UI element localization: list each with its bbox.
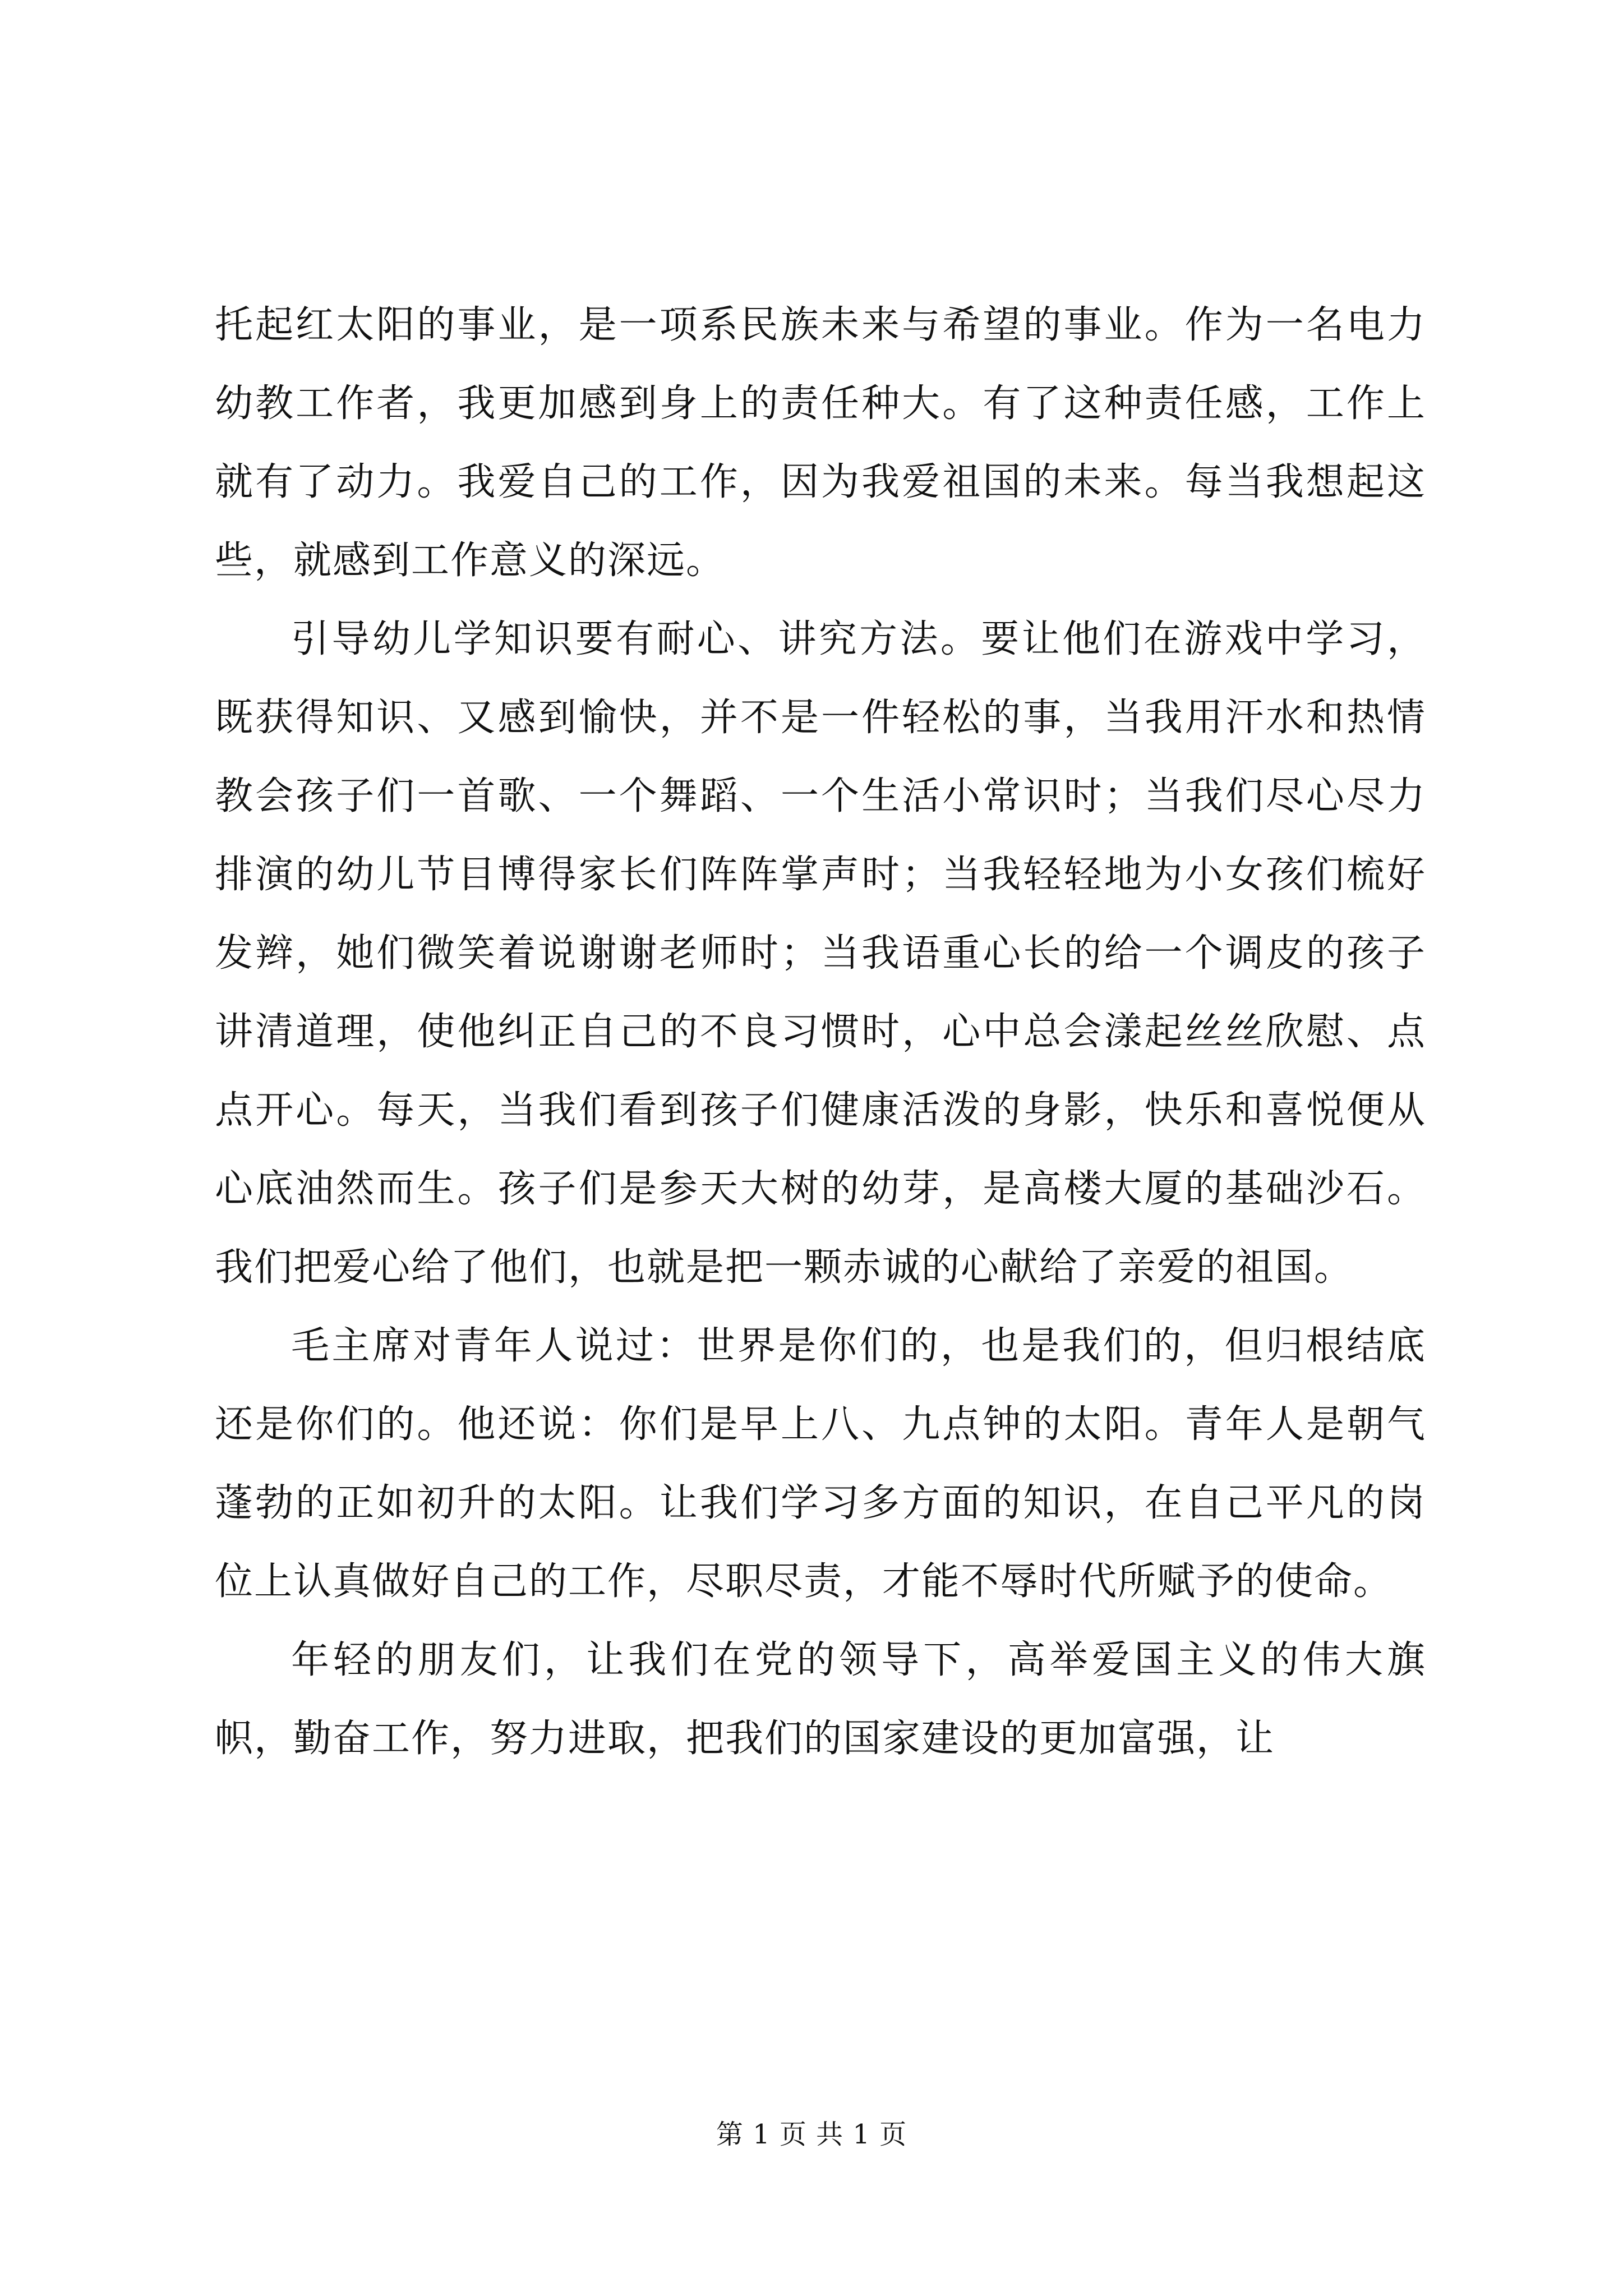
paragraph-1: 托起红太阳的事业，是一项系民族未来与希望的事业。作为一名电力幼教工作者，我更加感到身上的责任种大。有了这种责任感，工作上就有了动力。我爱自己的工作，因为我爱祖国的未来。每当我想起这些，就感到工作意义的深远。 — [215, 303, 1426, 583]
page-footer: 第 1 页 共 1 页 — [716, 2119, 907, 2150]
body-text — [215, 286, 1426, 1778]
paragraph-2: 引导幼儿学知识要有耐心、讲究方法。要让他们在游戏中学习，既获得知识、又感到愉快，并不是一件轻松的事，当我用汗水和热情教会孩子们一首歌、一个舞蹈、一个生活小常识时；当我们尽心尽力排演的幼儿节目博得家长们阵阵掌声时；当我轻轻地为小女孩们梳好发辫，她们微笑着说谢谢老师时；当我语重心长的给一个调皮的孩子讲清道理，使他纠正自己的不良习惯时，心中总会漾起丝丝欣慰、点点开心。每天，当我们看到孩子们健康活泼的身影，快乐和喜悦便从心底油然而生。孩子们是参天大树的幼芽，是高楼大厦的基础沙石。我们把爱心给了他们，也就是把一颗赤诚的心献给了亲爱的祖国。 — [215, 617, 1426, 1290]
paragraph-3: 毛主席对青年人说过：世界是你们的，也是我们的，但归根结底还是你们的。他还说：你们是早上八、九点钟的太阳。青年人是朝气蓬勃的正如初升的太阳。让我们学习多方面的知识，在自己平凡的岗位上认真做好自己的工作，尽职尽责，才能不辱时代所赋予的使命。 — [215, 1324, 1426, 1604]
paragraph-4: 年轻的朋友们，让我们在党的领导下，高举爱国主义的伟大旗帜，勤奋工作，努力进取，把我们的国家建设的更加富强，让 — [215, 1638, 1426, 1761]
